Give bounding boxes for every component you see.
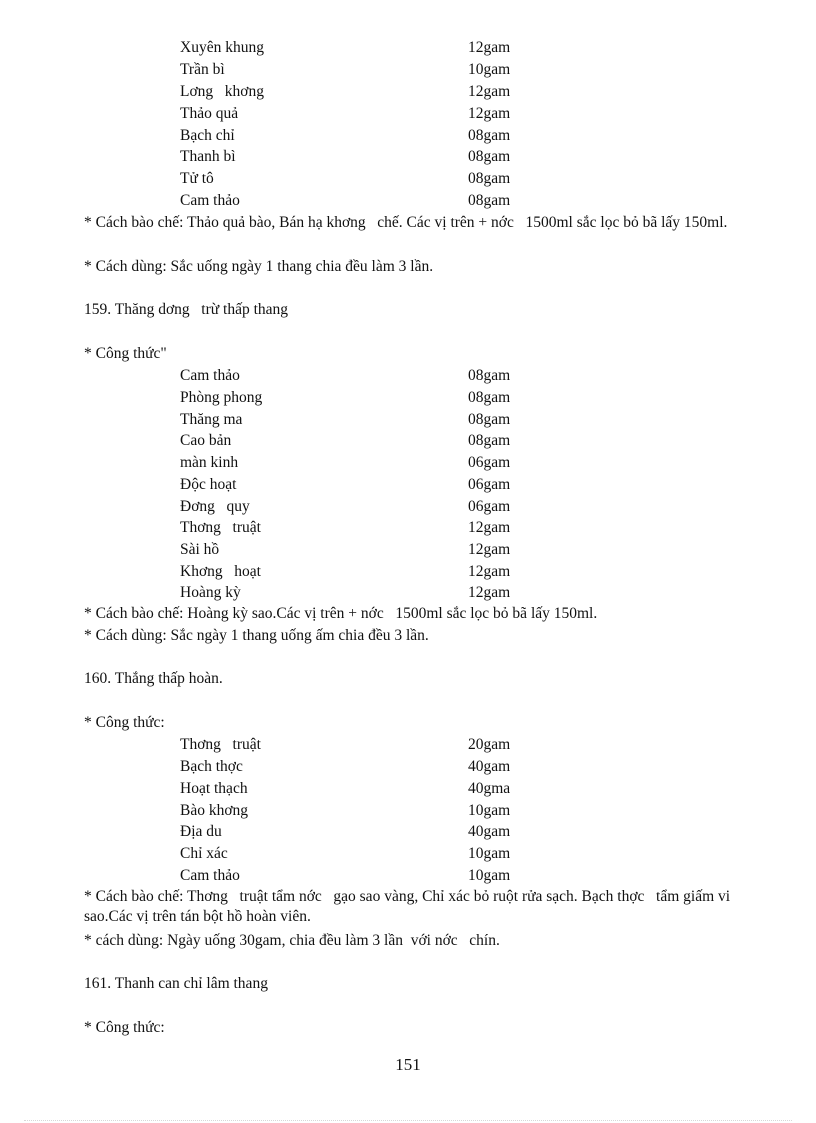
ingredient-amount: 10gam: [468, 867, 511, 884]
ingredient-row: [0, 125, 816, 147]
usage-text: * cách dùng: Ngày uống 30gam, chia đều làm 3 lần với nớc chín.: [84, 932, 500, 949]
ingredient-name: màn kinh: [180, 454, 239, 471]
ingredient-name: Chỉ xác: [180, 845, 228, 862]
ingredient-amount: 08gam: [468, 432, 511, 449]
ingredient-amount: 40gam: [468, 823, 511, 840]
ingredient-name: Hoàng kỳ: [180, 584, 241, 601]
ingredient-amount: 10gam: [468, 61, 511, 78]
preparation-text: * Cách bào chế: Thảo quả bào, Bán hạ khơng chế. Các vị trên + nớc 1500ml sắc lọc bỏ bã lấy 150ml.: [84, 214, 728, 231]
ingredient-row: [0, 59, 816, 81]
ingredient-name: Độc hoạt: [180, 476, 237, 493]
ingredient-amount: 10gam: [468, 802, 511, 819]
ingredient-name: Cao bản: [180, 432, 232, 449]
ingredient-name: Cam thảo: [180, 867, 240, 884]
ingredient-name: Tử tô: [180, 170, 214, 187]
ingredient-name: Đơng quy: [180, 498, 250, 515]
ingredient-row: [0, 365, 816, 387]
ingredient-amount: 08gam: [468, 170, 511, 187]
ingredient-name: Hoạt thạch: [180, 780, 248, 797]
ingredient-amount: 20gam: [468, 736, 511, 753]
recipe-title: 161. Thanh can chỉ lâm thang: [84, 975, 268, 992]
preparation-text: * Cách bào chế: Thơng truật tẩm nớc gạo sao vàng, Chỉ xác bỏ ruột rửa sạch. Bạch thợc tẩm giấm vi sao.Các vị trên tán bột hồ hoàn viên.: [84, 888, 734, 925]
ingredient-amount: 06gam: [468, 454, 511, 471]
ingredient-name: Sài hồ: [180, 541, 220, 558]
ingredient-row: [0, 734, 816, 756]
ingredient-row: [0, 756, 816, 778]
ingredient-row: [0, 474, 816, 496]
ingredient-amount: 12gam: [468, 105, 511, 122]
ingredient-name: Cam thảo: [180, 192, 240, 209]
ingredient-amount: 08gam: [468, 389, 511, 406]
ingredient-name: Khơng hoạt: [180, 563, 261, 580]
ingredient-row: [0, 496, 816, 518]
ingredient-row: [0, 821, 816, 843]
ingredient-amount: 12gam: [468, 39, 511, 56]
ingredient-row: [0, 452, 816, 474]
ingredient-name: Xuyên khung: [180, 39, 264, 56]
ingredient-amount: 08gam: [468, 192, 511, 209]
ingredient-row: [0, 103, 816, 125]
ingredient-name: Bạch thợc: [180, 758, 243, 775]
ingredient-amount: 40gam: [468, 758, 511, 775]
ingredient-row: [0, 517, 816, 539]
ingredient-row: [0, 81, 816, 103]
preparation-text: * Cách bào chế: Hoàng kỳ sao.Các vị trên + nớc 1500ml sắc lọc bỏ bã lấy 150ml.: [84, 605, 598, 622]
ingredient-name: Thơng truật: [180, 519, 261, 536]
usage-text: * Cách dùng: Sắc uống ngày 1 thang chia đều làm 3 lần.: [84, 258, 434, 275]
ingredient-row: [0, 409, 816, 431]
ingredient-name: Thăng ma: [180, 411, 243, 428]
ingredient-amount: 40gma: [468, 780, 511, 797]
formula-label: * Công thức": [84, 345, 167, 362]
recipe-title: 159. Thăng dơng trừ thấp thang: [84, 301, 289, 318]
ingredient-name: Cam thảo: [180, 367, 240, 384]
ingredient-row: [0, 843, 816, 865]
ingredient-amount: 08gam: [468, 411, 511, 428]
ingredient-row: [0, 778, 816, 800]
ingredient-amount: 12gam: [468, 519, 511, 536]
ingredient-name: Lơng khơng: [180, 83, 264, 100]
ingredient-amount: 10gam: [468, 845, 511, 862]
ingredient-amount: 08gam: [468, 367, 511, 384]
formula-label: * Công thức:: [84, 714, 165, 731]
ingredient-name: Bạch chỉ: [180, 127, 235, 144]
ingredient-name: Trần bì: [180, 61, 225, 78]
ingredient-row: [0, 146, 816, 168]
ingredient-row: [0, 190, 816, 212]
ingredient-name: Địa du: [180, 823, 222, 840]
ingredient-row: [0, 582, 816, 604]
page-number: 151: [395, 1055, 421, 1074]
ingredient-name: Bào khơng: [180, 802, 249, 819]
ingredient-name: Thanh bì: [180, 148, 236, 165]
formula-label: * Công thức:: [84, 1019, 165, 1036]
ingredient-amount: 08gam: [468, 148, 511, 165]
ingredient-amount: 12gam: [468, 563, 511, 580]
ingredient-amount: 12gam: [468, 83, 511, 100]
page-bottom-divider: [24, 1120, 792, 1121]
ingredient-amount: 12gam: [468, 584, 511, 601]
ingredient-name: Phòng phong: [180, 389, 263, 406]
ingredient-amount: 12gam: [468, 541, 511, 558]
ingredient-amount: 06gam: [468, 498, 511, 515]
ingredient-amount: 06gam: [468, 476, 511, 493]
recipe-title: 160. Thắng thấp hoàn.: [84, 670, 223, 687]
ingredient-row: [0, 430, 816, 452]
ingredient-row: [0, 387, 816, 409]
ingredient-row: [0, 561, 816, 583]
ingredient-row: [0, 800, 816, 822]
ingredient-name: Thơng truật: [180, 736, 261, 753]
ingredient-row: [0, 865, 816, 887]
ingredient-row: [0, 168, 816, 190]
ingredient-amount: 08gam: [468, 127, 511, 144]
ingredient-name: Thảo quả: [180, 105, 239, 122]
ingredient-row: [0, 37, 816, 59]
ingredient-row: [0, 539, 816, 561]
usage-text: * Cách dùng: Sắc ngày 1 thang uống ấm chia đều 3 lần.: [84, 627, 429, 644]
